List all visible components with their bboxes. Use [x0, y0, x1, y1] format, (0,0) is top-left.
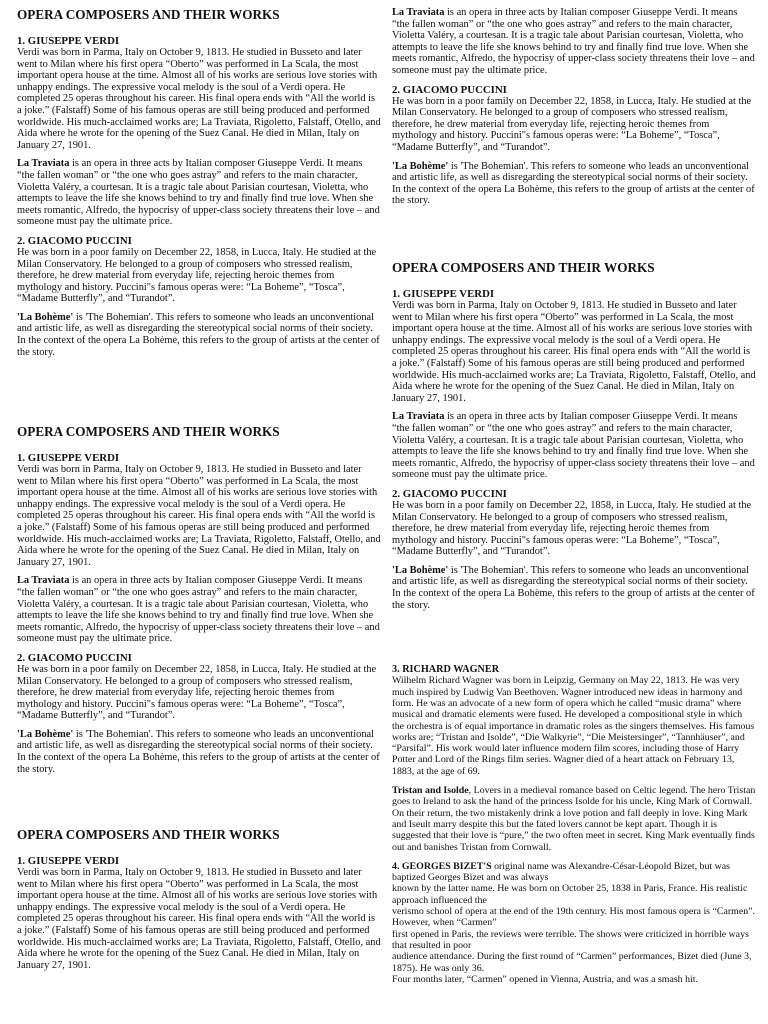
verdi-heading: 1. GIUSEPPE VERDI	[17, 35, 120, 47]
traviata-title: La Traviata	[17, 158, 70, 170]
verdi-heading: 1. GIUSEPPE VERDI	[17, 452, 120, 464]
boheme-text: is 'The Bohemian'. This refers to someone who leads an unconventional and artistic life, as well as disregarding the stereotypical social norms of their society. In the context of the opera La Bohème, this refers to the group of artists at the center of the story.	[392, 564, 755, 611]
puccini-bio: He was born in a poor family on December 22, 1858, in Lucca, Italy. He studied at the Milan Conservatory. He belonged to a group of composers who stressed realism, therefore, he drew material from everyday life, rejecting heroic themes from mythology and history. Puccini"s famous operas were: “La Boheme”, “Tosca”, “Madame Butterfly”, and “Turandot”.	[392, 95, 752, 153]
bizet-line: audience attendance. During the first round of “Carmen” performances, Bizet died (June 3, 1875). He was only 36.	[392, 951, 752, 974]
boheme-paragraph	[392, 565, 756, 611]
opera-sheet-1	[17, 7, 381, 365]
puccini-heading: 2. GIACOMO PUCCINI	[17, 651, 132, 664]
traviata-paragraph	[17, 158, 381, 228]
verdi-heading: 1. GIUSEPPE VERDI	[392, 288, 495, 300]
traviata-text: is an opera in three acts by Italian composer Giuseppe Verdi. It means “the fallen woman” or “the one who goes astray” and refers to the main character, Violetta Valéry, a courtesan. It is a tragic tale about Parisian courtesan, Violetta, who attempts to leave the life she knows behind to try and finally find true love. When she meets romantic, Alfredo, the hypocrisy of upper-class society threatens their love – and someone must pay the ultimate price.	[17, 158, 380, 228]
verdi-bio: Verdi was born in Parma, Italy on October 9, 1813. He studied in Busseto and later went to Milan where his first opera “Oberto” was performed in La Scala, the most important opera house at the time. Almost all of his works are serious love stories with unhappy endings. The expressive vocal melody is the soul of a Verdi opera. He completed 25 operas throughout his career. His final opera ends with “All the world is a joke.” (Falstaff) Some of his famous operas are still being produced and performed worldwide. His much-acclaimed works are; La Traviata, Rigoletto, Falstaff, Otello, and Aida where he wrote for the opening of the Suez Canal. He died in Milan, Italy on January 27, 1901.	[17, 867, 381, 971]
traviata-paragraph	[17, 575, 381, 645]
opera-sheet-continued	[392, 7, 756, 214]
boheme-paragraph	[17, 312, 381, 358]
wagner-heading: 3. RICHARD WAGNER	[392, 664, 500, 675]
sheet-title: OPERA COMPOSERS AND THEIR WORKS	[17, 827, 280, 842]
opera-sheet-3	[17, 827, 381, 978]
bizet-line: first opened in Paris, the reviews were terrible. The shows were criticized in horrible ways that resulted in poor	[392, 928, 749, 951]
boheme-text: is 'The Bohemian'. This refers to someone who leads an unconventional and artistic life, as well as disregarding the stereotypical social norms of their society. In the context of the opera La Bohème, this refers to the group of artists at the center of the story.	[17, 728, 380, 775]
boheme-text: is 'The Bohemian'. This refers to someone who leads an unconventional and artistic life, as well as disregarding the stereotypical social norms of their society. In the context of the opera La Bohème, this refers to the group of artists at the center of the story.	[392, 160, 755, 207]
puccini-heading: 2. GIACOMO PUCCINI	[392, 83, 507, 96]
traviata-title: La Traviata	[392, 7, 445, 18]
tristan-title: Tristan and Isolde	[392, 785, 469, 797]
boheme-title: 'La Bohème'	[17, 311, 74, 323]
boheme-title: 'La Bohème'	[392, 564, 449, 576]
verdi-heading: 1. GIUSEPPE VERDI	[17, 855, 120, 867]
boheme-paragraph	[17, 729, 381, 775]
boheme-title: 'La Bohème'	[17, 728, 74, 740]
puccini-bio: He was born in a poor family on December 22, 1858, in Lucca, Italy. He studied at the Milan Conservatory. He belonged to a group of composers who stressed realism, therefore, he drew material from everyday life, rejecting heroic themes from mythology and history. Puccini"s famous operas were: “La Boheme”, “Tosca”, “Madame Butterfly”, and “Turandot”.	[17, 663, 377, 722]
boheme-text: is 'The Bohemian'. This refers to someone who leads an unconventional and artistic life, as well as disregarding the stereotypical social norms of their society. In the context of the opera La Bohème, this refers to the group of artists at the center of the story.	[17, 311, 380, 358]
verdi-bio: Verdi was born in Parma, Italy on October 9, 1813. He studied in Busseto and later went to Milan where his first opera “Oberto” was performed in La Scala, the most important opera house at the time. Almost all of his works are serious love stories with unhappy endings. The expressive vocal melody is the soul of a Verdi opera. He completed 25 operas throughout his career. His final opera ends with “All the world is a joke.” (Falstaff) Some of his famous operas are still being produced and performed worldwide. His much-acclaimed works are; La Traviata, Rigoletto, Falstaff, Otello, and Aida where he wrote for the opening of the Suez Canal. He died in Milan, Italy on January 27, 1901.	[17, 47, 381, 151]
wagner-bio: Wilhelm Richard Wagner was born in Leipzig, Germany on May 22, 1813. He was very much inspired by Ludwig Van Beethoven. Wagner introduced new ideas in harmony and form. He was an advocate of a new form of opera which he called “music drama” where musical and dramatic elements were fused. He developed a compositional style in which the orchestra is of equal importance in dramatic roles as the singers themselves. His famous works are; “Tristan and Isolde”, “Die Walkyrie”, “Die Meistersinger”, “Tannhäuser”, and “Parsifal”. His work would later influence modern film scores, including those of Harry Potter and Lord of the Rings film series. Wagner died of a heart attack on February 13, 1883, at the age of 69.	[392, 675, 755, 777]
traviata-title: La Traviata	[17, 575, 70, 587]
bizet-line: verismo school of opera at the end of the 19th century. His most famous opera is “Carmen”. However, when “Carmen”	[392, 906, 755, 929]
tristan-text: , Lovers in a medieval romance based on Celtic legend. The hero Tristan goes to Ireland to ask the hand of the princess Isolde for his uncle, King Mark of Cornwall. On their return, the two mistakenly drink a love potion and fall deeply in love. King Mark and Iseult marry despite this but the fated lovers cannot be kept apart. Though it is suggested that their love is “pure,” the two often meet in secret. King Mark eventually finds out and banishes Tristan from Cornwall.	[392, 785, 756, 853]
sheet-title: OPERA COMPOSERS AND THEIR WORKS	[17, 7, 280, 22]
puccini-heading: 2. GIACOMO PUCCINI	[17, 234, 132, 247]
bizet-heading: 4. GEORGES BIZET'S	[392, 860, 492, 872]
opera-sheet-4	[392, 260, 756, 618]
bizet-line: known by the latter name. He was born on October 25, 1838 in Paris, France. His realistic approach influenced the	[392, 883, 748, 906]
traviata-text: is an opera in three acts by Italian composer Giuseppe Verdi. It means “the fallen woman” or “the one who goes astray” and refers to the main character, Violetta Valéry, a courtesan. It is a tragic tale about Parisian courtesan, Violetta, who attempts to leave the life she knows behind to try and finally find true love. When she meets romantic, Alfredo, the hypocrisy of upper-class society threatens their love – and someone must pay the ultimate price.	[392, 411, 755, 481]
traviata-text: is an opera in three acts by Italian composer Giuseppe Verdi. It means “the fallen woman” or “the one who goes astray” and refers to the main character, Violetta Valéry, a courtesan. It is a tragic tale about Parisian courtesan, Violetta, who attempts to leave the life she knows behind to try and finally find true love. When she meets romantic, Alfredo, the hypocrisy of upper-class society threatens their love – and someone must pay the ultimate price.	[392, 7, 755, 76]
sheet-title: OPERA COMPOSERS AND THEIR WORKS	[17, 424, 280, 439]
bizet-line: original name was Alexandre-César-Léopold Bizet, but was baptized Georges Bizet and was always	[392, 860, 730, 884]
boheme-title: 'La Bohème'	[392, 160, 449, 172]
wagner-bizet-section	[392, 664, 756, 991]
boheme-paragraph	[392, 161, 756, 207]
tristan-paragraph	[392, 785, 756, 853]
puccini-bio: He was born in a poor family on December 22, 1858, in Lucca, Italy. He studied at the Milan Conservatory. He belonged to a group of composers who stressed realism, therefore, he drew material from everyday life, rejecting heroic themes from mythology and history. Puccini"s famous operas were: “La Boheme”, “Tosca”, “Madame Butterfly”, and “Turandot”.	[17, 246, 377, 305]
puccini-bio: He was born in a poor family on December 22, 1858, in Lucca, Italy. He studied at the Milan Conservatory. He belonged to a group of composers who stressed realism, therefore, he drew material from everyday life, rejecting heroic themes from mythology and history. Puccini"s famous operas were: “La Boheme”, “Tosca”, “Madame Butterfly”, and “Turandot”.	[392, 499, 752, 558]
bizet-line: Four months later, “Carmen” opened in Vienna, Austria, and was a smash hit.	[392, 973, 698, 985]
sheet-title: OPERA COMPOSERS AND THEIR WORKS	[392, 260, 655, 275]
puccini-heading: 2. GIACOMO PUCCINI	[392, 487, 507, 500]
bizet-paragraph	[392, 861, 756, 985]
traviata-paragraph	[392, 411, 756, 481]
traviata-paragraph	[392, 7, 756, 77]
traviata-title: La Traviata	[392, 411, 445, 423]
verdi-bio: Verdi was born in Parma, Italy on October 9, 1813. He studied in Busseto and later went to Milan where his first opera “Oberto” was performed in La Scala, the most important opera house at the time. Almost all of his works are serious love stories with unhappy endings. The expressive vocal melody is the soul of a Verdi opera. He completed 25 operas throughout his career. His final opera ends with “All the world is a joke.” (Falstaff) Some of his famous operas are still being produced and performed worldwide. His much-acclaimed works are; La Traviata, Rigoletto, Falstaff, Otello, and Aida where he wrote for the opening of the Suez Canal. He died in Milan, Italy on January 27, 1901.	[17, 464, 381, 568]
verdi-bio: Verdi was born in Parma, Italy on October 9, 1813. He studied in Busseto and later went to Milan where his first opera “Oberto” was performed in La Scala, the most important opera house at the time. Almost all of his works are serious love stories with unhappy endings. The expressive vocal melody is the soul of a Verdi opera. He completed 25 operas throughout his career. His final opera ends with “All the world is a joke.” (Falstaff) Some of his famous operas are still being produced and performed worldwide. His much-acclaimed works are; La Traviata, Rigoletto, Falstaff, Otello, and Aida where he wrote for the opening of the Suez Canal. He died in Milan, Italy on January 27, 1901.	[392, 300, 756, 404]
traviata-text: is an opera in three acts by Italian composer Giuseppe Verdi. It means “the fallen woman” or “the one who goes astray” and refers to the main character, Violetta Valéry, a courtesan. It is a tragic tale about Parisian courtesan, Violetta, who attempts to leave the life she knows behind to try and finally find true love. When she meets romantic, Alfredo, the hypocrisy of upper-class society threatens their love – and someone must pay the ultimate price.	[17, 575, 380, 645]
opera-sheet-2	[17, 424, 381, 782]
